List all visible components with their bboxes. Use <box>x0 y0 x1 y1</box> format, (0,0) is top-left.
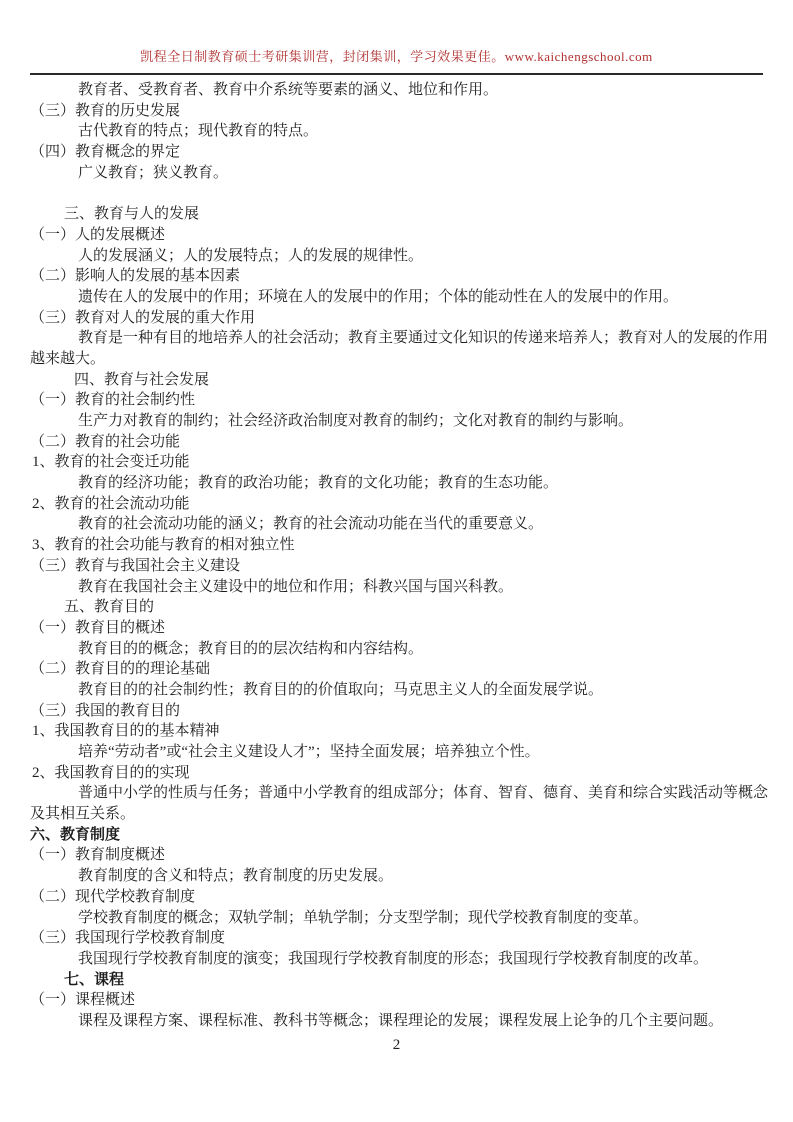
text-line: 越来越大。 <box>30 350 106 367</box>
text-line: （二）现代学校教育制度 <box>30 888 196 905</box>
text-line: 2、教育的社会流动功能 <box>32 495 190 512</box>
text-line: 生产力对教育的制约；社会经济政治制度对教育的制约；文化对教育的制约与影响。 <box>78 413 634 429</box>
text-line: 2、我国教育目的的实现 <box>32 764 190 781</box>
text-line: 广义教育；狭义教育。 <box>78 164 229 181</box>
text-line: 四、教育与社会发展 <box>74 371 210 388</box>
text-line: 五、教育目的 <box>64 599 155 616</box>
text-line: 教育在我国社会主义建设中的地位和作用；科教兴国与国兴科教。 <box>78 578 514 595</box>
text-line: 我国现行学校教育制度的演变；我国现行学校教育制度的形态；我国现行学校教育制度的改革。 <box>78 950 709 967</box>
text-line: （三）教育与我国社会主义建设 <box>30 557 241 574</box>
text-line: 课程及课程方案、课程标准、教科书等概念；课程理论的发展；课程发展上论争的几个主要问题。 <box>78 1012 724 1029</box>
document-lines <box>30 80 769 1032</box>
text-line: （二）影响人的发展的基本因素 <box>30 268 241 285</box>
text-line: （二）教育的社会功能 <box>30 433 181 450</box>
text-line: 及其相互关系。 <box>30 806 136 823</box>
text-line: （一）教育制度概述 <box>30 847 166 864</box>
text-line: （三）我国现行学校教育制度 <box>30 930 226 947</box>
text-line: 六、教育制度 <box>30 826 121 843</box>
text-line: （一）教育的社会制约性 <box>30 392 196 409</box>
text-line: 七、课程 <box>64 971 125 988</box>
blank-line <box>30 183 763 204</box>
text-line: （一）教育目的概述 <box>30 619 166 636</box>
text-line: 遗传在人的发展中的作用；环境在人的发展中的作用；个体的能动性在人的发展中的作用。 <box>78 288 679 305</box>
text-line: 教育者、受教育者、教育中介系统等要素的涵义、地位和作用。 <box>78 82 499 98</box>
text-line: 学校教育制度的概念；双轨学制；单轨学制；分支型学制；现代学校教育制度的变革。 <box>78 909 649 926</box>
text-line: （四）教育概念的界定 <box>30 144 181 161</box>
text-line: （一）人的发展概述 <box>30 226 166 243</box>
text-line: （三）教育对人的发展的重大作用 <box>30 309 256 326</box>
text-line: 教育的经济功能；教育的政治功能；教育的文化功能；教育的生态功能。 <box>78 475 559 492</box>
text-line: 1、教育的社会变迁功能 <box>32 454 190 471</box>
text-line: 3、教育的社会功能与教育的相对独立性 <box>32 537 295 554</box>
text-line: 培养“劳动者”或“社会主义建设人才”；坚持全面发展；培养独立个性。 <box>78 744 540 760</box>
page-number: 2 <box>392 1037 401 1053</box>
text-line: （三）我国的教育目的 <box>30 702 181 719</box>
text-line: （一）课程概述 <box>30 992 136 1009</box>
text-line: 教育目的的社会制约性；教育目的的价值取向；马克思主义人的全面发展学说。 <box>78 681 604 698</box>
text-line: 教育制度的含义和特点；教育制度的历史发展。 <box>78 868 394 885</box>
text-line: 教育是一种有目的地培养人的社会活动；教育主要通过文化知识的传递来培养人；教育对人的发展的作用 <box>78 330 769 347</box>
page-header: 凯程全日制教育硕士考研集训营，封闭集训，学习效果更佳。www.kaichengschool.com <box>30 46 763 75</box>
text-line: 普通中小学的性质与任务；普通中小学教育的组成部分；体育、智育、德育、美育和综合实践活动等概念 <box>78 785 769 802</box>
text-line: （二）教育目的的理论基础 <box>30 661 211 678</box>
text-line: 教育的社会流动功能的涵义；教育的社会流动功能在当代的重要意义。 <box>78 516 544 533</box>
text-line: 三、教育与人的发展 <box>64 206 200 223</box>
text-line: 人的发展涵义；人的发展特点；人的发展的规律性。 <box>78 247 424 264</box>
text-line: 教育目的的概念；教育目的的层次结构和内容结构。 <box>78 640 424 657</box>
text-line: 1、我国教育目的的基本精神 <box>32 723 220 740</box>
text-line: （三）教育的历史发展 <box>30 102 181 119</box>
text-line: 古代教育的特点；现代教育的特点。 <box>78 123 319 140</box>
